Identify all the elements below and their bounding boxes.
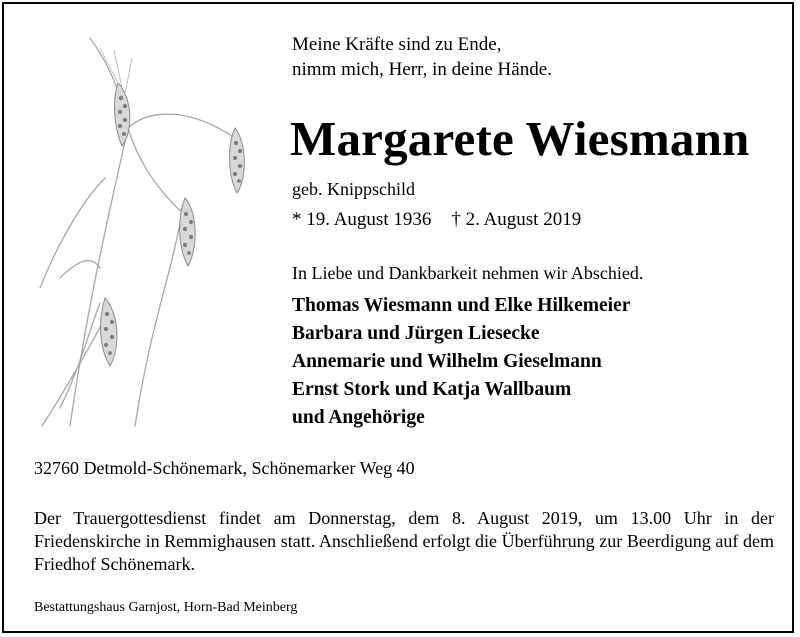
verse-line: nimm mich, Herr, in deine Hände.	[292, 59, 552, 80]
service-announcement: Der Trauergottesdienst findet am Donnerstag, dem 8. August 2019, um 13.00 Uhr in der Friedenskirche in Remmighausen statt. Anschließend erfolgt die Überführung zur Beerdigung auf dem Friedhof Schönemark.	[34, 508, 774, 574]
farewell-text: In Liebe und Dankbarkeit nehmen wir Abschied.	[292, 263, 644, 283]
mourners-list	[292, 292, 630, 432]
funeral-home: Bestattungshaus Garnjost, Horn-Bad Meinberg	[34, 600, 298, 615]
wheat-ear-bottom	[101, 298, 117, 366]
verse	[292, 32, 552, 82]
mourner-line: Barbara und Jürgen Liesecke	[292, 323, 540, 344]
family-address: 32760 Detmold-Schönemark, Schönemarker Weg 40	[34, 458, 415, 478]
deceased-name: Margarete Wiesmann	[290, 111, 750, 166]
mourner-line: Thomas Wiesmann und Elke Hilkemeier	[292, 295, 631, 316]
verse-line: Meine Kräfte sind zu Ende,	[292, 34, 502, 55]
wheat-ears-illustration	[30, 28, 270, 428]
birth-name: geb. Knippschild	[292, 179, 415, 199]
wheat-ear-middle	[180, 198, 195, 266]
mourner-line: Ernst Stork und Katja Wallbaum	[292, 379, 572, 400]
death-date: † 2. August 2019	[451, 209, 582, 230]
life-dates	[292, 209, 581, 231]
obituary-notice	[2, 2, 794, 633]
birth-date: * 19. August 1936	[292, 209, 432, 230]
wheat-ear-right	[230, 128, 245, 193]
mourner-line: und Angehörige	[292, 407, 425, 428]
mourner-line: Annemarie und Wilhelm Gieselmann	[292, 351, 602, 372]
